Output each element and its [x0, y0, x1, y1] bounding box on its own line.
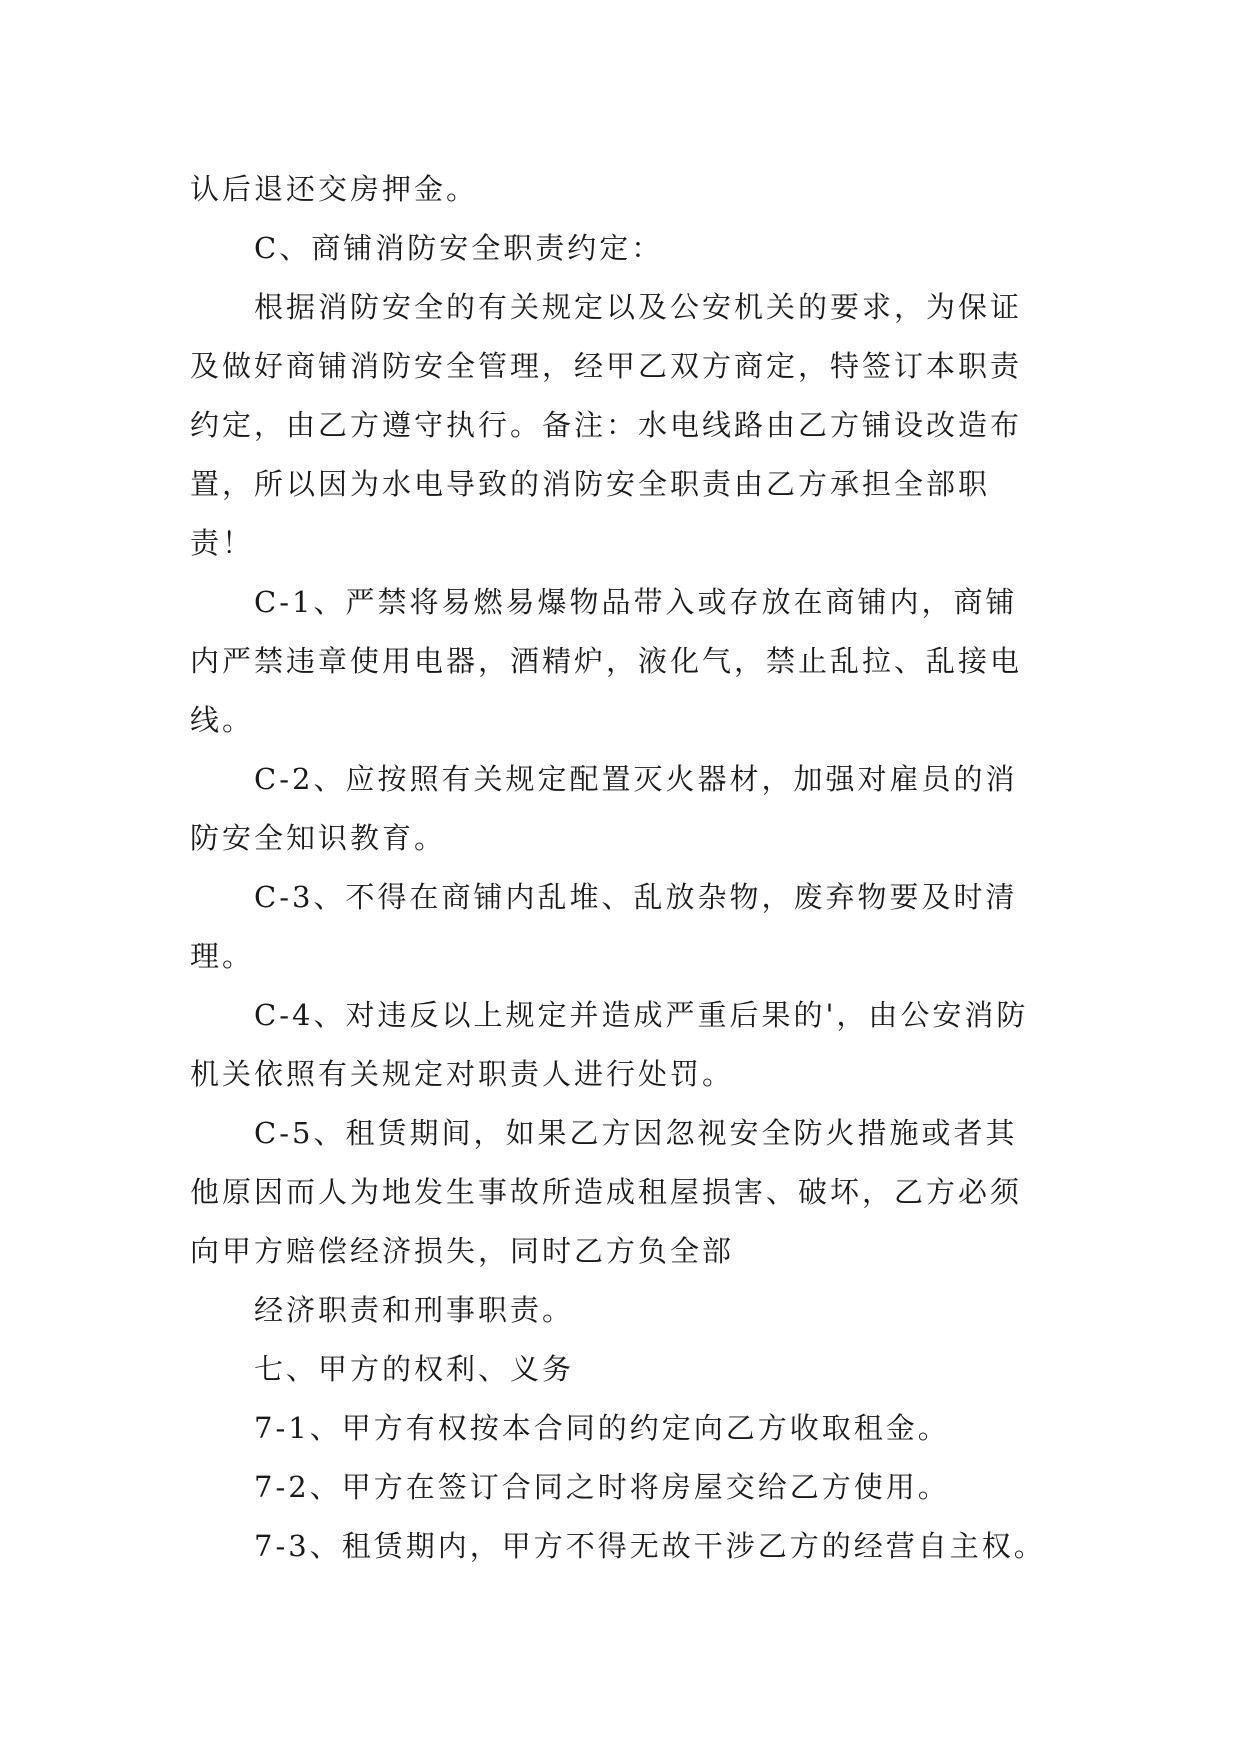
text-line: 及做好商铺消防安全管理，经甲乙双方商定，特签订本职责: [190, 349, 1023, 383]
text-line: 根据消防安全的有关规定以及公安机关的要求，为保证: [254, 290, 1023, 324]
paragraph: [190, 278, 1090, 573]
document-body: [190, 160, 1090, 1576]
text-line: 线。: [190, 703, 255, 737]
paragraph: [190, 1517, 1090, 1576]
text-line: C、商铺消防安全职责约定：: [254, 231, 664, 265]
paragraph: [190, 573, 1090, 750]
paragraph: [190, 868, 1090, 986]
text-line: 向甲方赔偿经济损失，同时乙方负全部: [190, 1234, 735, 1268]
text-line: 防安全知识教育。: [190, 821, 447, 855]
text-line: 机关依照有关规定对职责人进行处罚。: [190, 1057, 735, 1091]
paragraph: [190, 750, 1090, 868]
text-line: C-4、对违反以上规定并造成严重后果的'，由公安消防: [254, 998, 1029, 1032]
text-line: 他原因而人为地发生事故所造成租屋损害、破坏，乙方必须: [190, 1175, 1023, 1209]
text-line: C-3、不得在商铺内乱堆、乱放杂物，废弃物要及时清: [254, 880, 1018, 914]
text-line: C-2、应按照有关规定配置灭火器材，加强对雇员的消: [254, 762, 1018, 796]
text-line: C-5、租赁期间，如果乙方因忽视安全防火措施或者其: [254, 1116, 1018, 1150]
text-line: C-1、严禁将易燃易爆物品带入或存放在商铺内，商铺: [254, 585, 1018, 619]
text-line: 责！: [190, 526, 255, 560]
text-line: 7-2、甲方在签订合同之时将房屋交给乙方使用。: [254, 1470, 950, 1504]
paragraph: [190, 1340, 1090, 1399]
text-line: 约定，由乙方遵守执行。备注：水电线路由乙方铺设改造布: [190, 408, 1023, 442]
paragraph: [190, 1458, 1090, 1517]
paragraph: [190, 219, 1090, 278]
paragraph: [190, 1399, 1090, 1458]
text-line: 7-1、甲方有权按本合同的约定向乙方收取租金。: [254, 1411, 950, 1445]
paragraph: [190, 1104, 1090, 1281]
text-line: 经济职责和刑事职责。: [254, 1293, 575, 1327]
paragraph: [190, 986, 1090, 1104]
text-line: 七、甲方的权利、义务: [254, 1352, 575, 1386]
text-line: 7-3、租赁期内，甲方不得无故干涉乙方的经营自主权。: [254, 1529, 1046, 1563]
text-line: 置，所以因为水电导致的消防安全职责由乙方承担全部职: [190, 467, 991, 501]
text-line: 内严禁违章使用电器，酒精炉，液化气，禁止乱拉、乱接电: [190, 644, 1023, 678]
paragraph: [190, 160, 1090, 219]
text-line: 理。: [190, 939, 255, 973]
text-line: 认后退还交房押金。: [190, 172, 479, 206]
paragraph: [190, 1281, 1090, 1340]
